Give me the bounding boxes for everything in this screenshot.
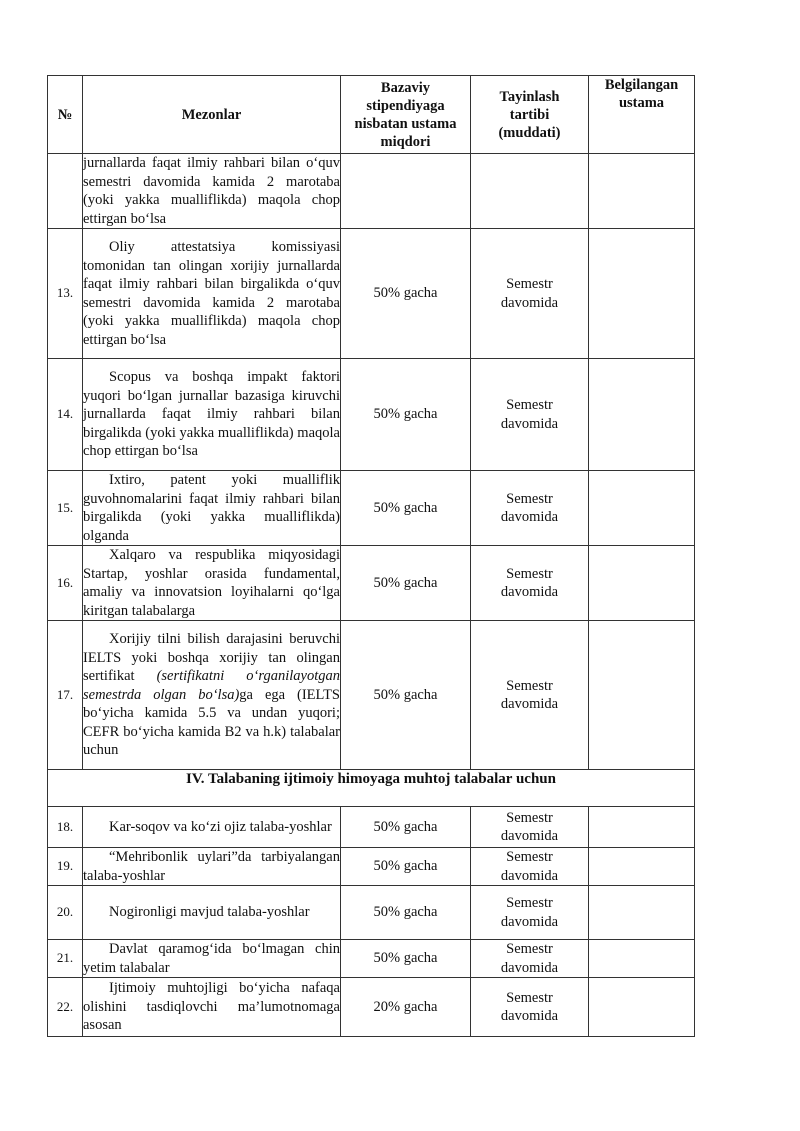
assign-term: Semestr davomida — [471, 359, 589, 471]
criteria-text: Scopus va boshqa impakt faktori yuqori bo‘lgan jurnallar bazasiga kiruvchi jurnallarda faqat ilmiy rahbari bilan birgalikda (yoki yakka mualliflikda) maqola chop ettirgan bo‘lsa — [83, 359, 341, 471]
criteria-text: Nogironligi mavjud talaba-yoshlar — [83, 886, 341, 940]
header-bonus: Bazaviy stipendiyaga nisbatan ustama miqdori — [341, 76, 471, 154]
bonus-amount: 50% gacha — [341, 848, 471, 886]
bonus-amount: 50% gacha — [341, 807, 471, 848]
bonus-amount: 50% gacha — [341, 886, 471, 940]
criteria-text: Xorijiy tilni bilish darajasini beruvchi IELTS yoki boshqa xorijiy tan olingan sertifikat (sertifikatni o‘rganilayotgan semestrda olgan bo‘lsa)ga ega (IELTS bo‘yicha kamida 5.5 va undan yuqori; CEFR bo‘yicha kamida B2 va h.k) talabalar uchun — [83, 621, 341, 770]
row-number: 19. — [48, 848, 83, 886]
criteria-text: Kar-soqov va ko‘zi ojiz talaba-yoshlar — [83, 807, 341, 848]
assign-term: Semestr davomida — [471, 807, 589, 848]
assigned-bonus-cell — [589, 978, 695, 1037]
table-row — [48, 807, 695, 848]
criteria-text: Xalqaro va respublika miqyosidagi Startap, yoshlar orasida fundamental, amaliy va innovatsion loyihalarni qo‘lga kiritgan talabalarga — [83, 547, 340, 619]
assign-term: Semestr davomida — [471, 229, 589, 359]
table-header-row — [48, 76, 695, 154]
section-heading: IV. Talabaning ijtimoiy himoyaga muhtoj talabalar uchun — [48, 770, 695, 807]
assigned-bonus-cell — [589, 471, 695, 546]
assign-term: Semestr davomida — [471, 886, 589, 940]
criteria-text: Davlat qaramog‘ida bo‘lmagan chin yetim talabalar — [83, 941, 340, 976]
table-row — [48, 621, 695, 770]
row-number: 14. — [48, 359, 83, 471]
row-number: 17. — [48, 621, 83, 770]
row-number: 13. — [48, 229, 83, 359]
assigned-bonus-cell — [589, 229, 695, 359]
header-number: № — [48, 76, 83, 154]
header-criteria: Mezonlar — [83, 76, 341, 154]
table-row — [48, 886, 695, 940]
row-number: 15. — [48, 471, 83, 546]
assign-term: Semestr davomida — [471, 978, 589, 1037]
table-row — [48, 848, 695, 886]
criteria-table — [47, 75, 695, 1037]
bonus-amount: 50% gacha — [341, 359, 471, 471]
assigned-bonus-cell — [589, 359, 695, 471]
assign-term: Semestr davomida — [471, 848, 589, 886]
header-term: Tayinlash tartibi (muddati) — [471, 76, 589, 154]
criteria-text: Ijtimoiy muhtojligi bo‘yicha nafaqa olishini tasdiqlovchi ma’lumotnomaga asosan — [83, 978, 341, 1037]
assign-term: Semestr davomida — [471, 621, 589, 770]
assign-term: Semestr davomida — [471, 471, 589, 546]
criteria-text: “Mehribonlik uylari”da tarbiyalangan talaba-yoshlar — [83, 849, 340, 884]
bonus-amount: 20% gacha — [341, 978, 471, 1037]
bonus-amount: 50% gacha — [341, 940, 471, 978]
table-row — [48, 229, 695, 359]
assigned-bonus-cell — [589, 621, 695, 770]
row-number: 22. — [48, 978, 83, 1037]
criteria-text: jurnallarda faqat ilmiy rahbari bilan o‘quv semestri davomida kamida 2 marotaba (yoki yakka mualliflikda) maqola chop ettirgan bo‘lsa — [83, 155, 340, 227]
table-row — [48, 546, 695, 621]
table-row — [48, 978, 695, 1037]
row-number: 18. — [48, 807, 83, 848]
section-heading-row — [48, 770, 695, 807]
assigned-bonus-cell — [589, 546, 695, 621]
criteria-text: Ixtiro, patent yoki mualliflik guvohnomalarini faqat ilmiy rahbari bilan birgalikda (yoki yakka mualliflikda) olganda — [83, 472, 340, 544]
assign-term: Semestr davomida — [471, 546, 589, 621]
bonus-amount: 50% gacha — [341, 471, 471, 546]
bonus-amount: 50% gacha — [341, 546, 471, 621]
bonus-amount: 50% gacha — [341, 621, 471, 770]
table-row-continued — [48, 154, 695, 229]
assigned-bonus-cell — [589, 848, 695, 886]
row-number: 21. — [48, 940, 83, 978]
assigned-bonus-cell — [589, 886, 695, 940]
row-number: 16. — [48, 546, 83, 621]
table-row — [48, 359, 695, 471]
assigned-bonus-cell — [589, 940, 695, 978]
bonus-amount: 50% gacha — [341, 229, 471, 359]
assign-term: Semestr davomida — [471, 940, 589, 978]
assigned-bonus-cell — [589, 807, 695, 848]
header-assigned: Belgilangan ustama — [589, 76, 695, 154]
row-number: 20. — [48, 886, 83, 940]
table-row — [48, 471, 695, 546]
table-row — [48, 940, 695, 978]
criteria-text: Oliy attestatsiya komissiyasi tomonidan tan olingan xorijiy jurnallarda faqat ilmiy rahbari bilan birgalikda o‘quv semestri davomida kamida 2 marotaba (yoki yakka mualliflikda) maqola chop ettirgan bo‘lsa — [83, 229, 341, 359]
